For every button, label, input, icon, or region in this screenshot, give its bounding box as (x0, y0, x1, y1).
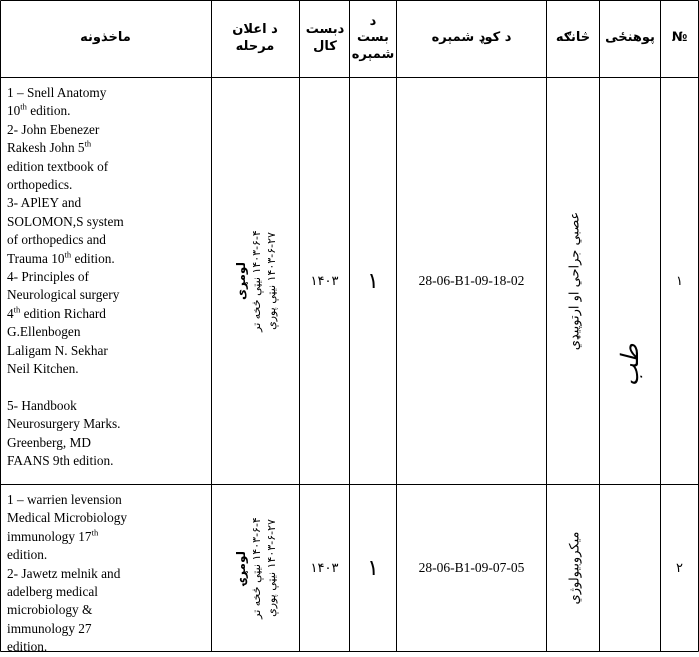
reference-line: Neurological surgery (7, 287, 120, 303)
reference-line: Neil Kitchen. (7, 361, 79, 377)
reference-line: Laligam N. Sekhar (7, 342, 108, 358)
reference-line: Rakesh John 5th (7, 138, 92, 156)
reference-line: of orthopedics and (7, 232, 106, 248)
header-year: دبست کال (305, 22, 345, 54)
reference-line: Neurosurgery Marks. (7, 416, 121, 432)
header-faculty: پوهنځی (605, 30, 655, 46)
reference-line: orthopedics. (7, 177, 73, 193)
row-2-department-text: میکروبیولوژي (567, 531, 583, 605)
header-number: № (671, 30, 688, 46)
row-2-year: ۱۴۰۳ (310, 560, 339, 576)
header-announce-stage: د اعلان مرحله (232, 22, 278, 54)
header-code: د کوډ شمېره (431, 30, 512, 46)
row-2-department (547, 485, 599, 651)
row-2-announce-stage (212, 485, 299, 651)
reference-line: 10th edition. (7, 101, 71, 119)
reference-line: edition textbook of (7, 158, 109, 174)
row-1-stage-date-end: ۱۴۰۳-۶-۲۷ نیټې پورې (264, 232, 278, 330)
row-1-stage-date-start: ۱۴۰۳-۶-۴ نیټې څخه تر (249, 230, 263, 332)
reference-line: 1 – Snell Anatomy (7, 85, 107, 100)
header-department: څانګه (555, 30, 591, 46)
row-2-stage-date-start: ۱۴۰۳-۶-۴ نیټې څخه تر (249, 517, 263, 619)
reference-line: 2- Jawetz melnik and (7, 565, 121, 581)
row-1-stage: لومړی (233, 262, 248, 300)
row-1-department (547, 78, 599, 484)
row-1-number: ۱ (676, 273, 683, 289)
row-2-number: ۲ (676, 560, 683, 576)
reference-line: immunology 27 (7, 620, 92, 636)
reference-line: G.Ellenbogen (7, 324, 81, 340)
reference-line: 3- APlEY and (7, 195, 82, 211)
reference-line: adelberg medical (7, 584, 98, 600)
row-1-code: 28-06-B1-09-18-02 (418, 273, 525, 288)
row-1-department-text: عصبي جراحي او ارتوپيډي (567, 211, 583, 351)
reference-line: 5- Handbook (7, 397, 77, 413)
reference-line: Greenberg, MD (7, 434, 91, 450)
reference-line: 4th edition Richard (7, 304, 106, 321)
row-2-stage: لومړۍ (233, 551, 248, 585)
row-1-year: ۱۴۰۳ (310, 273, 339, 289)
faculty-name: طب (616, 343, 644, 386)
row-2-code: 28-06-B1-09-07-05 (418, 560, 525, 575)
row-2-sources (1, 485, 211, 655)
reference-line: microbiology & (7, 602, 93, 618)
row-1-posts: ۱ (367, 268, 379, 294)
row-1-sources (1, 78, 211, 484)
reference-line: Trauma 10th edition. (7, 249, 115, 266)
header-sources: ماخذونه (80, 30, 131, 46)
row-2-stage-date-end: ۱۴۰۳-۶-۲۷ نیټې پورې (264, 519, 278, 617)
reference-line: edition. (7, 547, 48, 563)
reference-line: 1 – warrien levension (7, 492, 122, 507)
reference-line: FAANS 9th edition. (7, 453, 114, 469)
header-posts-count: د بست شمېره (351, 14, 395, 62)
row-2-posts: ۱ (367, 555, 379, 581)
reference-line: immunology 17th (7, 527, 99, 544)
faculty-cell (600, 78, 660, 651)
reference-line: Medical Microbiology (7, 510, 128, 526)
reference-line: 4- Principles of (7, 269, 89, 285)
reference-line: edition. (7, 639, 48, 655)
row-1-announce-stage (212, 78, 299, 484)
reference-line: SOLOMON,S system (7, 213, 124, 229)
reference-line: 2- John Ebenezer (7, 121, 100, 137)
